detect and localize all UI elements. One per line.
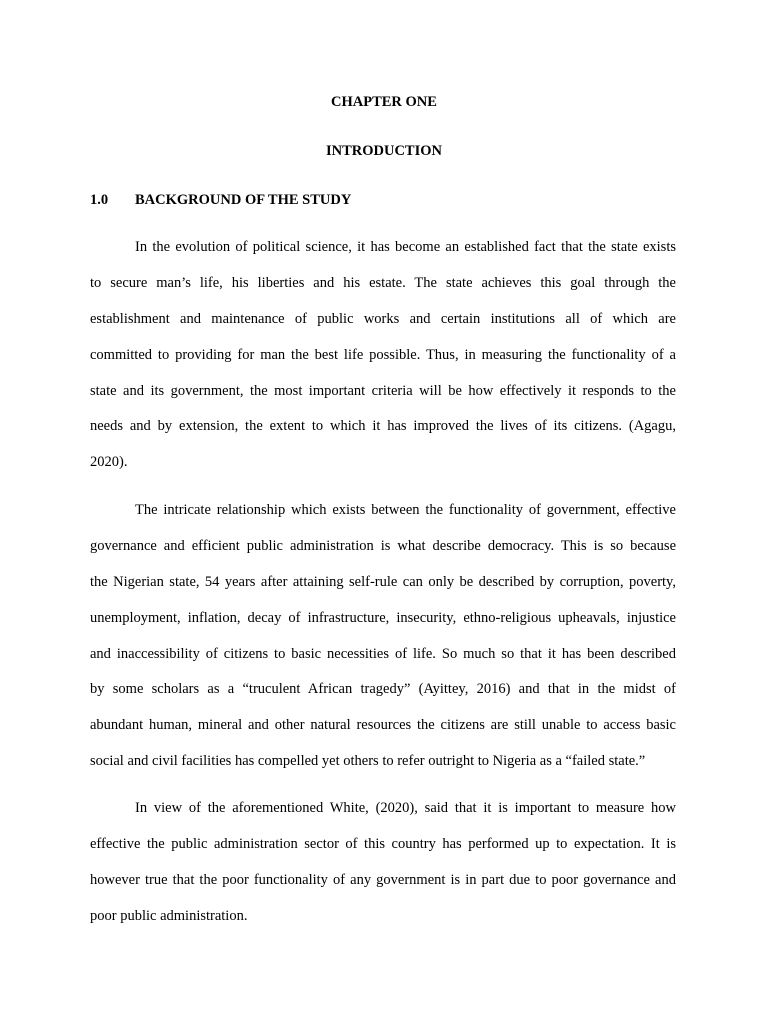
paragraph-line: In view of the aforementioned White, (2020), said that it is important to measure how [135,800,676,816]
paragraph-line: by some scholars as a “truculent African tragedy” (Ayittey, 2016) and that in the midst of [90,681,676,698]
section-heading [90,191,351,209]
paragraph-line: unemployment, inflation, decay of infrastructure, insecurity, ethno-religious upheavals, injustice [90,609,676,626]
paragraph-line: needs and by extension, the extent to which it has improved the lives of its citizens. (Agagu, [90,418,676,435]
paragraph-line: social and civil facilities has compelled yet others to refer outright to Nigeria as a “failed state.” [90,753,646,770]
paragraph-1 [90,230,676,481]
paragraph-line: effective the public administration sector of this country has performed up to expectation. It is [90,835,676,852]
chapter-subtitle: INTRODUCTION [325,143,442,159]
paragraph-line: the Nigerian state, 54 years after attaining self-rule can only be described by corruption, poverty, [90,573,676,590]
section-title: BACKGROUND OF THE STUDY [135,192,352,208]
paragraph-line: however true that the poor functionality of any government is in part due to poor governance and [90,871,676,888]
paragraph-line: committed to providing for man the best life possible. Thus, in measuring the functionality of a [90,346,676,363]
paragraph-line: The intricate relationship which exists between the functionality of government, effective [135,502,676,518]
paragraph-3 [90,791,676,935]
paragraph-line: In the evolution of political science, it has become an established fact that the state exists [135,239,676,255]
paragraph-line: poor public administration. [90,907,248,924]
paragraph-line: and inaccessibility of citizens to basic necessities of life. So much so that it has been described [90,645,676,662]
paragraph-line: governance and efficient public administration is what describe democracy. This is so because [90,537,676,554]
paragraph-line: to secure man’s life, his liberties and his estate. The state achieves this goal through the [90,274,676,291]
paragraph-line: abundant human, mineral and other natural resources the citizens are still unable to access basic [90,717,676,734]
paragraph-line: establishment and maintenance of public works and certain institutions all of which are [90,310,676,327]
paragraph-line: 2020). [90,454,128,471]
paragraph-line: state and its government, the most important criteria will be how effectively it responds to the [90,382,676,399]
paragraph-2 [90,493,676,780]
chapter-title: CHAPTER ONE [331,94,437,110]
section-number: 1.0 [90,192,109,208]
